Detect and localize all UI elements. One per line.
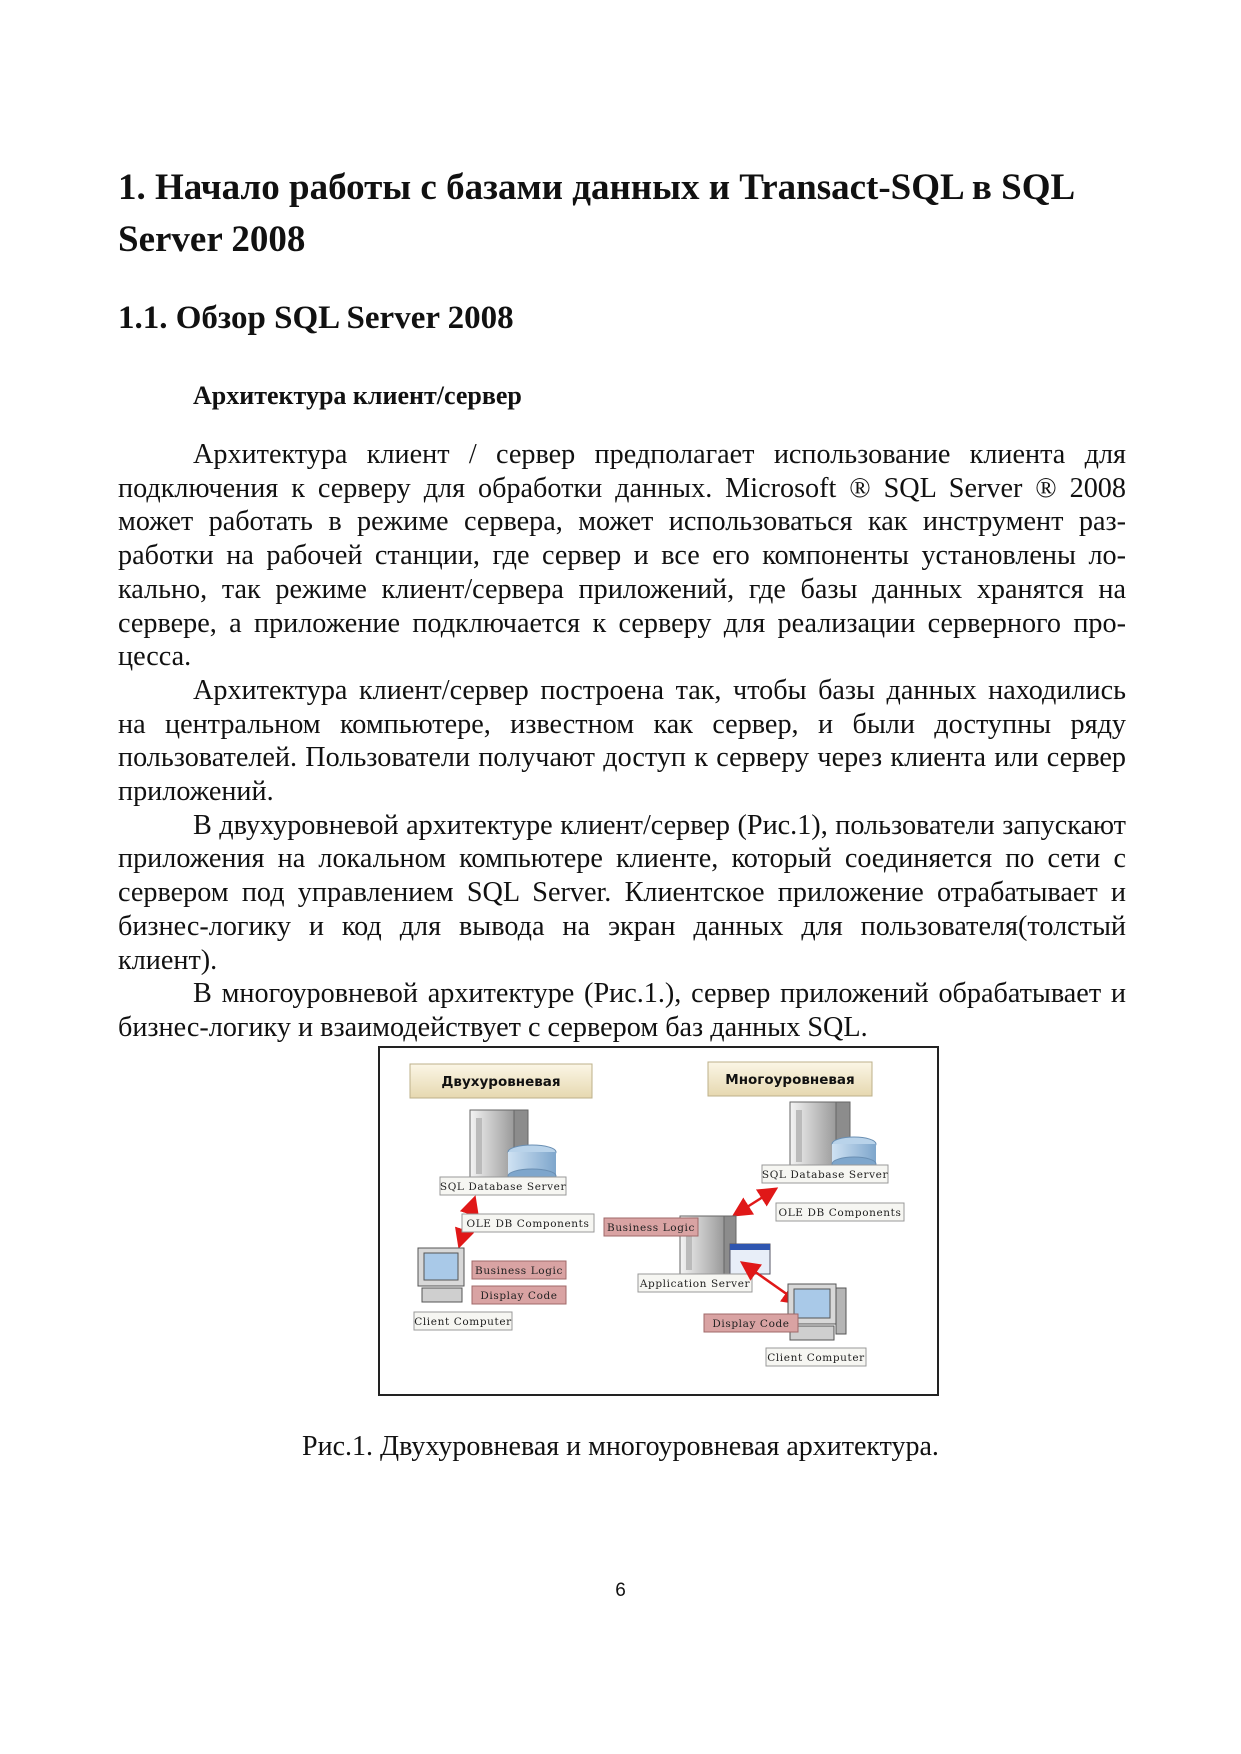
- svg-text:SQL Database Server: SQL Database Server: [439, 1181, 567, 1193]
- architecture-diagram: [380, 1048, 937, 1394]
- svg-text:Business Logic: Business Logic: [607, 1222, 695, 1234]
- two-tier-header-label: Двухуровневая: [441, 1074, 561, 1090]
- two-tier-server-icon: [470, 1110, 556, 1184]
- two-tier-header: [410, 1064, 592, 1098]
- multi-tier-db-icon: [790, 1102, 876, 1171]
- svg-text:OLE DB Components: OLE DB Components: [778, 1207, 902, 1219]
- two-tier-client-label: [414, 1312, 512, 1330]
- section-title: 1.1. Обзор SQL Server 2008: [118, 300, 514, 336]
- multi-tier-db-server-label: [762, 1165, 889, 1183]
- paragraph-2: Архитектура клиент/сервер построена так, чтобы базы данных находились на центральном компьютере, известном как сервер, и были доступны ряду пользователей. Пользователи получают доступ к серверу через клиента или сервер приложений.: [118, 674, 1126, 808]
- page-number: 6: [615, 1580, 626, 1601]
- svg-text:Display Code: Display Code: [712, 1318, 790, 1330]
- paragraph-4: В многоуровневой архитектуре (Рис.1.), сервер приложений обрабатывает и бизнес-логику и взаимодействует с сервером баз данных SQL.: [118, 978, 1126, 1043]
- architecture-figure: [378, 1046, 939, 1396]
- multi-tier-display-code: [704, 1314, 798, 1332]
- subsection-title: Архитектура клиент/сервер: [193, 381, 522, 410]
- multi-tier-ole-label: [776, 1203, 904, 1221]
- svg-text:Application Server: Application Server: [639, 1278, 751, 1290]
- two-tier-db-server-label: [440, 1177, 567, 1195]
- two-tier-business-logic: [472, 1261, 566, 1279]
- svg-text:SQL Database Server: SQL Database Server: [761, 1169, 889, 1181]
- multi-tier-header-label: Многоуровневая: [725, 1072, 855, 1088]
- svg-text:Business Logic: Business Logic: [475, 1265, 563, 1277]
- body-text: [118, 438, 1126, 1045]
- svg-text:Display Code: Display Code: [480, 1290, 558, 1302]
- figure-caption: Рис.1. Двухуровневая и многоуровневая архитектура.: [302, 1431, 939, 1462]
- paragraph-3: В двухуровневой архитектуре клиент/сервер (Рис.1), пользователи запускают приложения на локальном компьютере клиенте, который соединяется по сети с сервером под управлением SQL Server. Клиентское приложение отрабатывает и бизнес-логику и код для вывода на экран данных для пользователя(толстый клиент).: [118, 809, 1126, 976]
- two-tier-ole-label: [462, 1214, 594, 1232]
- multi-tier-app-server-label: [638, 1274, 752, 1292]
- multi-tier-business-logic: [604, 1218, 698, 1236]
- multi-tier-client-label: [766, 1348, 866, 1366]
- svg-text:Client Computer: Client Computer: [414, 1316, 512, 1328]
- multi-tier-arrow-db: [736, 1190, 774, 1214]
- two-tier-display-code: [472, 1286, 566, 1304]
- svg-text:Client Computer: Client Computer: [767, 1352, 865, 1364]
- multi-tier-header: [708, 1062, 872, 1096]
- svg-text:OLE DB Components: OLE DB Components: [466, 1218, 590, 1230]
- chapter-title: 1. Начало работы с базами данных и Transact-SQL в SQL Server 2008: [118, 167, 1074, 260]
- two-tier-client-icon: [418, 1248, 464, 1302]
- paragraph-1: Архитектура клиент / сервер предполагает использование клиента для подключения к серверу для обработки данных. Microsoft ® SQL Server ® 2008 может работать в режиме сервера, может использоваться как инструмент разработки на рабочей станции, где сервер и все его компоненты установлены локально, так режиме клиент/сервера приложений, где базы данных хранятся на сервере, а приложение подключается к серверу для реализации серверного процесса.: [118, 439, 1126, 673]
